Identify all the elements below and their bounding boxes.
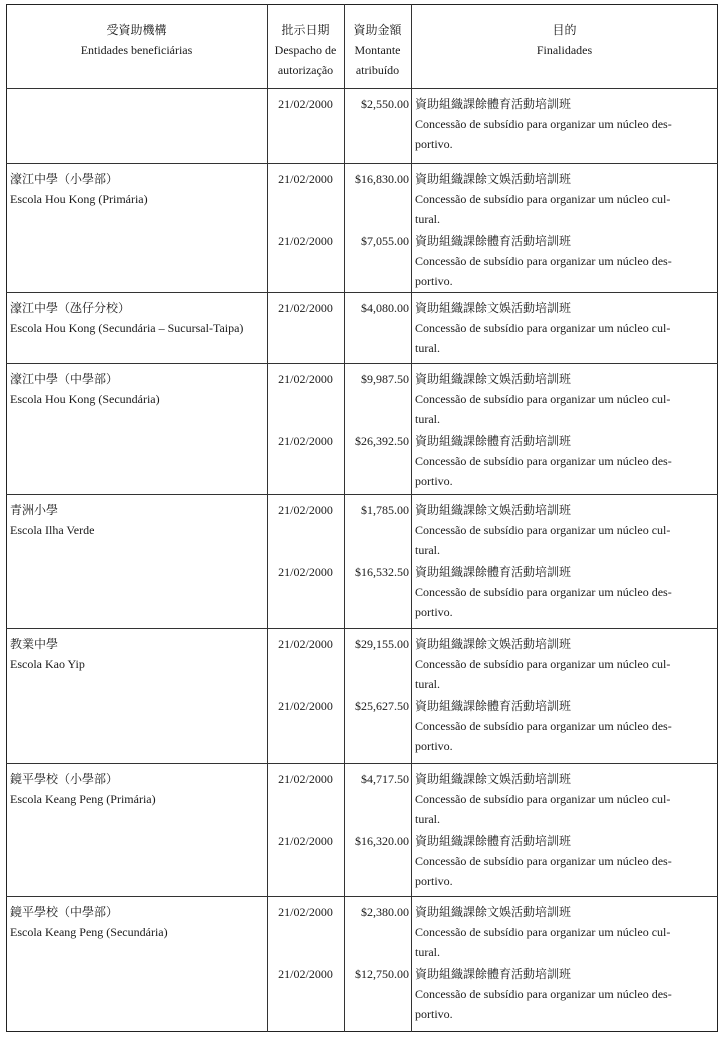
- header-amount-zh: 資助金額: [353, 23, 402, 37]
- purpose-zh: 資助組織課餘體育活動培訓班: [415, 434, 572, 448]
- approval-date: 21/02/2000: [278, 967, 333, 981]
- approval-date: 21/02/2000: [278, 834, 333, 848]
- entity-name-pt: Escola Hou Kong (Primária): [10, 192, 148, 206]
- entity-name-pt: Escola Keang Peng (Primária): [10, 792, 156, 806]
- subsidy-amount: $16,830.00: [355, 172, 409, 186]
- row-divider: [6, 88, 718, 89]
- purpose-zh: 資助組織課餘體育活動培訓班: [415, 234, 572, 248]
- subsidy-amount: $4,717.50: [361, 772, 409, 786]
- entity-name-pt: Escola Hou Kong (Secundária): [10, 392, 160, 406]
- subsidy-amount: $12,750.00: [355, 967, 409, 981]
- header-date-pt-1: Despacho de: [274, 43, 337, 57]
- subsidy-amount: $4,080.00: [361, 301, 409, 315]
- purpose-pt-line-1: Concessão de subsídio para organizar um núcleo cul-: [415, 657, 671, 671]
- entity-name-zh: 教業中學: [10, 637, 59, 651]
- purpose-zh: 資助組織課餘文娛活動培訓班: [415, 905, 572, 919]
- header-amount-pt-1: Montante: [354, 43, 401, 57]
- purpose-zh: 資助組織課餘文娛活動培訓班: [415, 372, 572, 386]
- subsidy-amount: $16,532.50: [355, 565, 409, 579]
- approval-date: 21/02/2000: [278, 97, 333, 111]
- purpose-pt-line-1: Concessão de subsídio para organizar um núcleo des-: [415, 585, 672, 599]
- entity-name-zh: 鏡平學校（中學部）: [10, 905, 119, 919]
- entity-name-zh: 濠江中學（氹仔分校）: [10, 301, 131, 315]
- purpose-pt-line-2: portivo.: [415, 1007, 453, 1021]
- purpose-pt-line-2: portivo.: [415, 739, 453, 753]
- purpose-pt-line-1: Concessão de subsídio para organizar um núcleo des-: [415, 454, 672, 468]
- purpose-pt-line-1: Concessão de subsídio para organizar um núcleo cul-: [415, 792, 671, 806]
- header-entity-pt: Entidades beneficiárias: [80, 43, 193, 57]
- entity-name-zh: 濠江中學（中學部）: [10, 372, 119, 386]
- subsidy-amount: $7,055.00: [361, 234, 409, 248]
- approval-date: 21/02/2000: [278, 234, 333, 248]
- approval-date: 21/02/2000: [278, 301, 333, 315]
- approval-date: 21/02/2000: [278, 503, 333, 517]
- entity-name-pt: Escola Kao Yip: [10, 657, 85, 671]
- subsidy-amount: $16,320.00: [355, 834, 409, 848]
- purpose-pt-line-2: portivo.: [415, 874, 453, 888]
- purpose-pt-line-1: Concessão de subsídio para organizar um núcleo des-: [415, 117, 672, 131]
- entity-name-zh: 鏡平學校（小學部）: [10, 772, 119, 786]
- purpose-pt-line-2: portivo.: [415, 137, 453, 151]
- purpose-pt-line-2: tural.: [415, 212, 440, 226]
- approval-date: 21/02/2000: [278, 434, 333, 448]
- purpose-zh: 資助組織課餘文娛活動培訓班: [415, 772, 572, 786]
- purpose-pt-line-1: Concessão de subsídio para organizar um núcleo cul-: [415, 192, 671, 206]
- purpose-zh: 資助組織課餘文娛活動培訓班: [415, 301, 572, 315]
- entity-name-pt: Escola Hou Kong (Secundária – Sucursal-Taipa): [10, 321, 244, 335]
- row-divider: [6, 292, 718, 293]
- subsidy-amount: $9,987.50: [361, 372, 409, 386]
- purpose-pt-line-2: tural.: [415, 543, 440, 557]
- approval-date: 21/02/2000: [278, 637, 333, 651]
- row-divider: [6, 363, 718, 364]
- approval-date: 21/02/2000: [278, 172, 333, 186]
- entity-name-pt: Escola Ilha Verde: [10, 523, 95, 537]
- header-entity-zh: 受資助機構: [106, 23, 167, 37]
- header-date-zh: 批示日期: [281, 23, 330, 37]
- purpose-pt-line-1: Concessão de subsídio para organizar um núcleo cul-: [415, 523, 671, 537]
- purpose-pt-line-1: Concessão de subsídio para organizar um núcleo cul-: [415, 321, 671, 335]
- approval-date: 21/02/2000: [278, 772, 333, 786]
- purpose-pt-line-1: Concessão de subsídio para organizar um núcleo des-: [415, 987, 672, 1001]
- purpose-zh: 資助組織課餘體育活動培訓班: [415, 834, 572, 848]
- col-divider-3: [411, 4, 412, 1032]
- subsidy-amount: $2,550.00: [361, 97, 409, 111]
- row-divider: [6, 494, 718, 495]
- approval-date: 21/02/2000: [278, 372, 333, 386]
- header-amount-pt-2: atribuído: [355, 63, 400, 77]
- purpose-zh: 資助組織課餘文娛活動培訓班: [415, 503, 572, 517]
- entity-name-pt: Escola Keang Peng (Secundária): [10, 925, 168, 939]
- purpose-pt-line-2: tural.: [415, 341, 440, 355]
- purpose-pt-line-2: portivo.: [415, 474, 453, 488]
- subsidy-amount: $25,627.50: [355, 699, 409, 713]
- purpose-pt-line-1: Concessão de subsídio para organizar um núcleo cul-: [415, 925, 671, 939]
- row-divider: [6, 628, 718, 629]
- approval-date: 21/02/2000: [278, 565, 333, 579]
- row-divider: [6, 763, 718, 764]
- purpose-pt-line-2: portivo.: [415, 274, 453, 288]
- subsidy-amount: $26,392.50: [355, 434, 409, 448]
- entity-name-zh: 青洲小學: [10, 503, 59, 517]
- purpose-zh: 資助組織課餘體育活動培訓班: [415, 967, 572, 981]
- purpose-pt-line-2: tural.: [415, 945, 440, 959]
- purpose-zh: 資助組織課餘體育活動培訓班: [415, 565, 572, 579]
- document-page: [6, 4, 719, 1033]
- header-date-pt-2: autorização: [277, 63, 334, 77]
- header-purpose-zh: 目的: [552, 23, 577, 37]
- header-purpose-pt: Finalidades: [536, 43, 593, 57]
- subsidy-amount: $29,155.00: [355, 637, 409, 651]
- purpose-pt-line-2: tural.: [415, 812, 440, 826]
- purpose-pt-line-2: tural.: [415, 677, 440, 691]
- purpose-pt-line-2: portivo.: [415, 605, 453, 619]
- subsidy-amount: $2,380.00: [361, 905, 409, 919]
- approval-date: 21/02/2000: [278, 905, 333, 919]
- purpose-pt-line-1: Concessão de subsídio para organizar um núcleo cul-: [415, 392, 671, 406]
- purpose-zh: 資助組織課餘體育活動培訓班: [415, 97, 572, 111]
- purpose-zh: 資助組織課餘體育活動培訓班: [415, 699, 572, 713]
- purpose-pt-line-2: tural.: [415, 412, 440, 426]
- approval-date: 21/02/2000: [278, 699, 333, 713]
- purpose-pt-line-1: Concessão de subsídio para organizar um núcleo des-: [415, 854, 672, 868]
- purpose-zh: 資助組織課餘文娛活動培訓班: [415, 637, 572, 651]
- purpose-pt-line-1: Concessão de subsídio para organizar um núcleo des-: [415, 254, 672, 268]
- purpose-pt-line-1: Concessão de subsídio para organizar um núcleo des-: [415, 719, 672, 733]
- row-divider: [6, 896, 718, 897]
- row-divider: [6, 163, 718, 164]
- entity-name-zh: 濠江中學（小學部）: [10, 172, 119, 186]
- subsidy-amount: $1,785.00: [361, 503, 409, 517]
- purpose-zh: 資助組織課餘文娛活動培訓班: [415, 172, 572, 186]
